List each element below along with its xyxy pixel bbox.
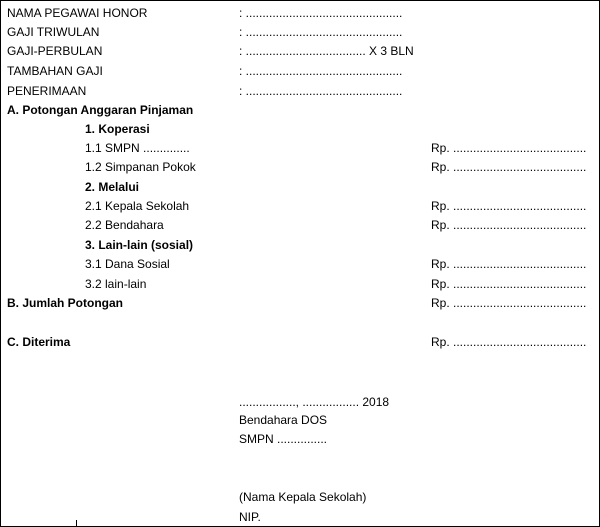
- field-value-nama: : ...............................................: [239, 6, 403, 20]
- signature-nip: NIP.: [239, 510, 261, 524]
- item-amount-simpanan-pokok: Rp. ........................................: [431, 160, 587, 174]
- cell-border-mark: [76, 520, 77, 527]
- item-label-kepala-sekolah: 2.1 Kepala Sekolah: [85, 199, 190, 213]
- item-amount-bendahara: Rp. ........................................: [431, 218, 587, 232]
- item-amount-kepala-sekolah: Rp. ........................................: [431, 199, 587, 213]
- section-c-amount: Rp. ........................................: [431, 335, 587, 349]
- lainlain-title: 3. Lain-lain (sosial): [85, 238, 194, 252]
- field-label-penerimaan: PENERIMAAN: [7, 84, 87, 98]
- item-label-lain-lain: 3.2 lain-lain: [85, 277, 147, 291]
- item-amount-lain-lain: Rp. ........................................: [431, 277, 587, 291]
- field-label-tambahan-gaji: TAMBAHAN GAJI: [7, 64, 103, 78]
- section-c-title: C. Diterima: [7, 335, 71, 349]
- field-value-penerimaan: : ...............................................: [239, 84, 403, 98]
- item-amount-smpn: Rp. ........................................: [431, 141, 587, 155]
- signature-role: Bendahara DOS: [239, 413, 328, 427]
- field-value-tambahan-gaji: : ...............................................: [239, 64, 403, 78]
- signature-school: SMPN ...............: [239, 432, 328, 446]
- field-value-gaji-triwulan: : ...............................................: [239, 25, 403, 39]
- section-b-title: B. Jumlah Potongan: [7, 296, 124, 310]
- koperasi-title: 1. Koperasi: [85, 122, 150, 136]
- signature-date-line: ................., ................. 2018: [239, 395, 390, 409]
- field-label-gaji-triwulan: GAJI TRIWULAN: [7, 25, 100, 39]
- item-label-dana-sosial: 3.1 Dana Sosial: [85, 257, 170, 271]
- field-value-gaji-perbulan: : .................................... X 3 BLN: [239, 44, 414, 58]
- melalui-title: 2. Melalui: [85, 180, 140, 194]
- item-label-bendahara: 2.2 Bendahara: [85, 218, 164, 232]
- item-label-simpanan-pokok: 1.2 Simpanan Pokok: [85, 160, 196, 174]
- field-label-gaji-perbulan: GAJI-PERBULAN: [7, 44, 103, 58]
- section-b-amount: Rp. ........................................: [431, 296, 587, 310]
- section-a-title: A. Potongan Anggaran Pinjaman: [7, 103, 194, 117]
- item-amount-dana-sosial: Rp. ........................................: [431, 257, 587, 271]
- signature-name: (Nama Kepala Sekolah): [239, 490, 367, 504]
- item-label-smpn: 1.1 SMPN ..............: [85, 141, 190, 155]
- field-label-nama: NAMA PEGAWAI HONOR: [7, 6, 148, 20]
